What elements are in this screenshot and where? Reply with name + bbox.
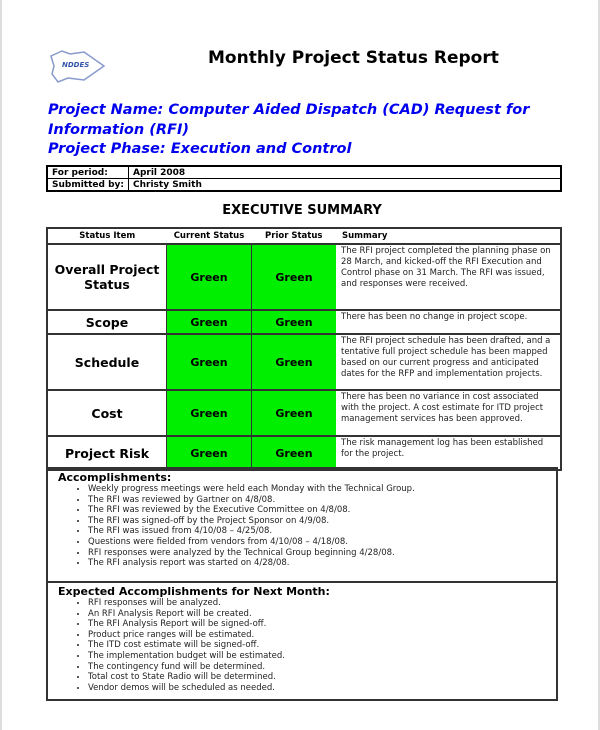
list-item: • Weekly progress meetings were held each Monday with the Technical Group. [88,484,556,495]
list-item: • The RFI Analysis Report will be signed-off. [88,619,556,630]
info-value: April 2008 [129,166,562,179]
summary: The RFI project completed the planning phase on 28 March, and kicked-off the RFI Execution and Control phase on 31 March. The RFI was issued, and responses were received. [336,244,561,310]
list-item: • The RFI was reviewed by Gartner on 4/8/08. [88,495,556,506]
info-value: Christy Smith [129,179,562,192]
info-row [47,179,561,192]
header-prior: Prior Status [265,231,323,241]
summary: The RFI project schedule has been drafted, and a tentative full project schedule has been mapped based on our current progress and anticipated dates for the RFP and implementation projects. [336,334,561,390]
table-header [47,228,561,244]
accomplishments-title: Accomplishments: [58,471,172,484]
list-item: • The RFI analysis report was started on 4/28/08. [88,558,556,569]
summary: There has been no variance in cost associated with the project. A cost estimate for ITD project management services has been approved. [336,390,561,436]
prior-status: Green [252,244,337,310]
prior-status: Green [252,310,337,334]
status-item: Scope [47,310,167,334]
list-item: • Vendor demos will be scheduled as needed. [88,683,556,694]
table-row [47,334,561,390]
list-item: • The contingency fund will be determined. [88,662,556,673]
info-table [46,165,562,192]
current-status: Green [167,244,252,310]
list-item: • The RFI was reviewed by the Executive Committee on 4/8/08. [88,505,556,516]
list-item: • The ITD cost estimate will be signed-off. [88,640,556,651]
list-item: • RFI responses will be analyzed. [88,598,556,609]
status-table [46,227,562,471]
nddes-logo [48,48,106,84]
svg-text:NDDES: NDDES [62,61,90,69]
accomplishments-section [46,467,558,583]
expected-title: Expected Accomplishments for Next Month: [58,585,330,598]
list-item: • RFI responses were analyzed by the Technical Group beginning 4/28/08. [88,548,556,559]
table-row [47,390,561,436]
table-row [47,436,561,470]
section-title: EXECUTIVE SUMMARY [222,203,382,218]
header-status-item: Status Item [79,231,136,241]
current-status: Green [167,390,252,436]
info-label: For period: [47,166,129,179]
summary: There has been no change in project scope. [336,310,561,334]
status-item: Project Risk [47,436,167,470]
current-status: Green [167,310,252,334]
list-item: • The implementation budget will be estimated. [88,651,556,662]
header-summary: Summary [342,231,388,241]
report-title: Monthly Project Status Report [208,48,499,68]
prior-status: Green [252,390,337,436]
expected-section [46,581,558,701]
list-item: • Product price ranges will be estimated. [88,630,556,641]
status-item: Schedule [47,334,167,390]
summary: The risk management log has been established for the project. [336,436,561,470]
list-item: • An RFI Analysis Report will be created. [88,609,556,620]
project-phase: Project Phase: Execution and Control [48,141,352,157]
list-item: • The RFI was issued from 4/10/08 – 4/25/08. [88,526,556,537]
current-status: Green [167,334,252,390]
header-current: Current Status [173,231,245,241]
status-item: Overall Project Status [47,244,167,310]
info-label: Submitted by: [47,179,129,192]
current-status: Green [167,436,252,470]
status-item: Cost [47,390,167,436]
prior-status: Green [252,436,337,470]
table-row [47,244,561,310]
table-row [47,310,561,334]
list-item: • The RFI was signed-off by the Project Sponsor on 4/9/08. [88,516,556,527]
info-row [47,166,561,179]
list-item: • Questions were fielded from vendors from 4/10/08 – 4/18/08. [88,537,556,548]
prior-status: Green [252,334,337,390]
list-item: • Total cost to State Radio will be determined. [88,672,556,683]
project-name: Project Name: Computer Aided Dispatch (CAD) Request for Information (RFI) [48,102,530,138]
